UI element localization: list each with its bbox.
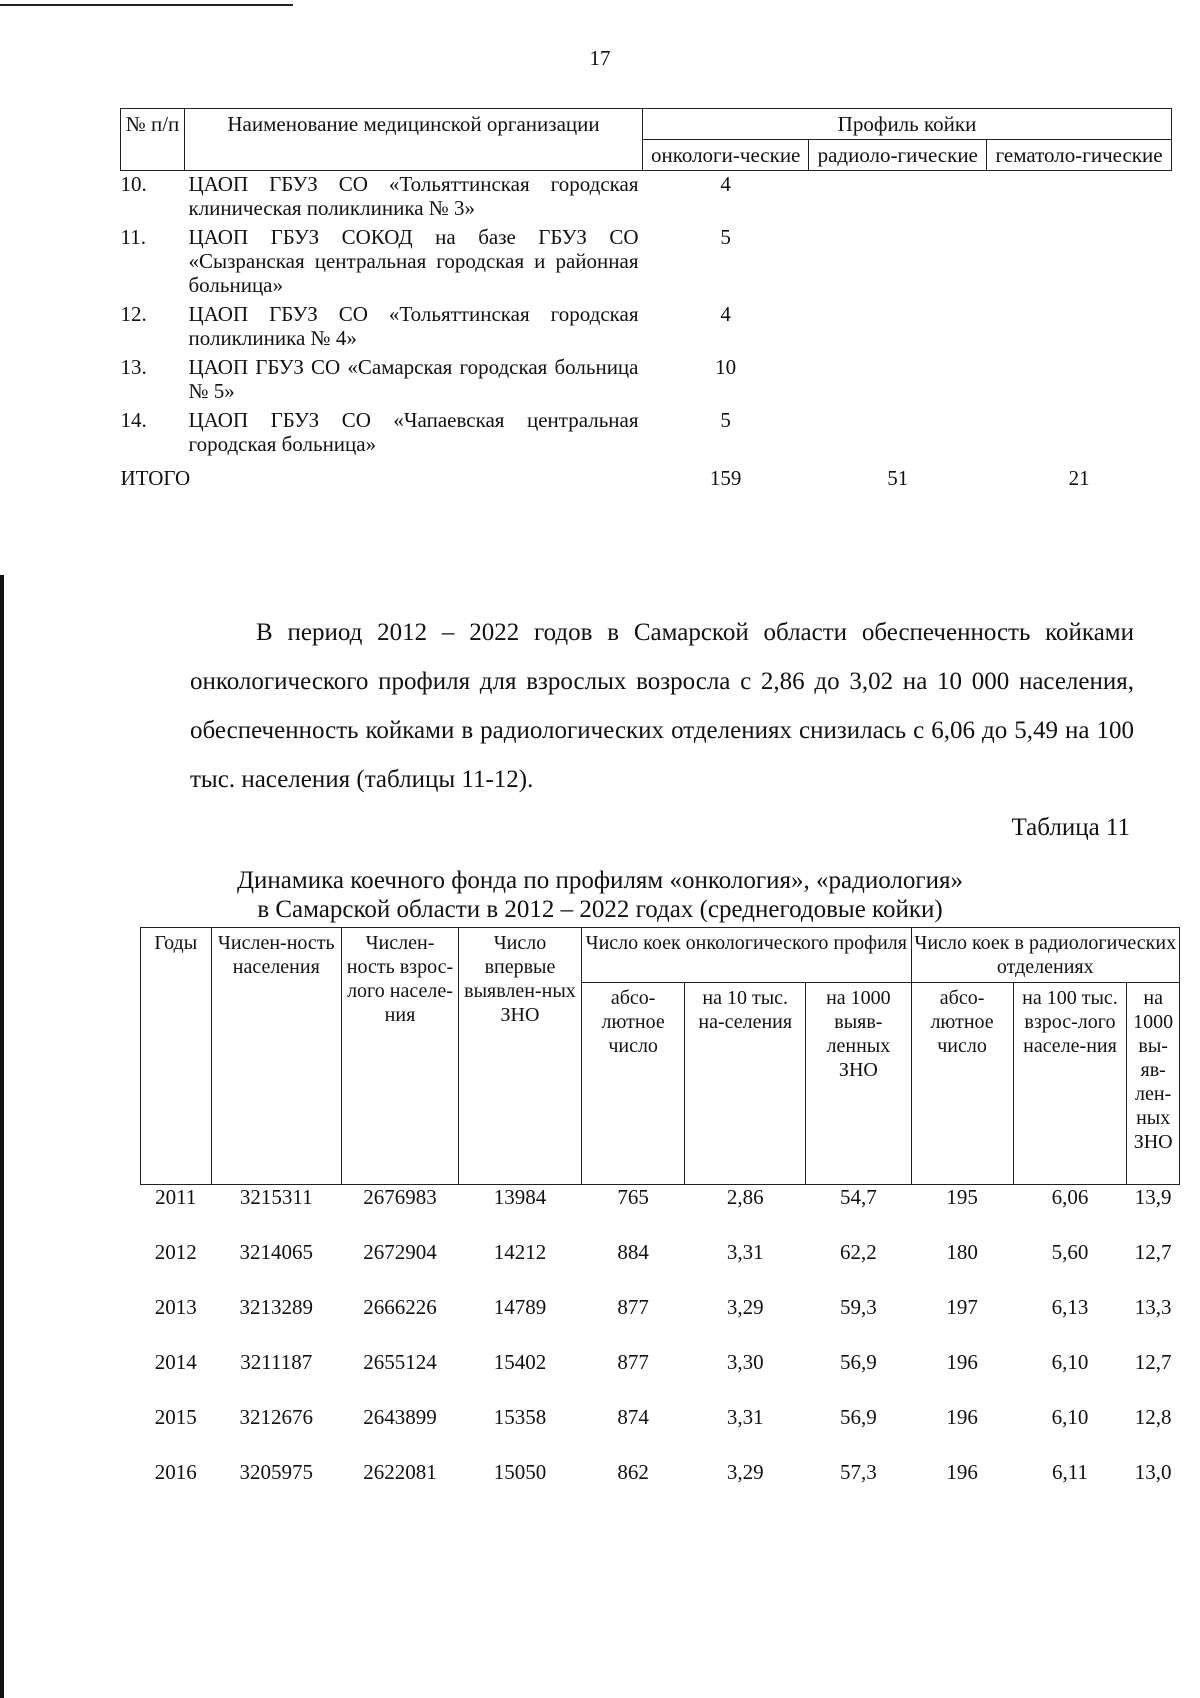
header-onco-per-10k: на 10 тыс. на-селения bbox=[685, 983, 806, 1185]
table-cell: 62,2 bbox=[840, 1240, 877, 1264]
table-cell: 3,29 bbox=[726, 1460, 764, 1484]
table-cell: 197 bbox=[946, 1295, 978, 1319]
row-num: 10. bbox=[120, 172, 147, 196]
org-name: ЦАОП ГБУЗ СО «Тольяттинская городская поликлиника № 4» bbox=[188, 302, 639, 350]
body-paragraph: В период 2012 – 2022 годов в Самарской области обеспеченность койками онкологического профиля для взрослых возросла с 2,86 до 3,02 на 10 000 населения, обеспеченность койками в радиологических отделениях снизилась с 6,06 до 5,49 на 100 тыс. населения (таблицы 11-12). bbox=[190, 619, 1134, 793]
table-cell: 12,7 bbox=[1134, 1350, 1172, 1374]
row-num: 14. bbox=[120, 408, 147, 432]
table-cell: 196 bbox=[946, 1405, 978, 1429]
table-cell: 15358 bbox=[493, 1405, 547, 1429]
header-onco: онкологи-ческие bbox=[643, 140, 809, 171]
table-cell: 2015 bbox=[154, 1405, 197, 1429]
bed-fund-dynamics-table bbox=[140, 927, 1180, 1515]
table-cell: 54,7 bbox=[840, 1185, 877, 1209]
total-hemato: 21 bbox=[1068, 466, 1090, 490]
table-cell: 14789 bbox=[493, 1295, 547, 1319]
table-cell: 3213289 bbox=[239, 1295, 314, 1319]
table-cell: 196 bbox=[946, 1460, 978, 1484]
table-row bbox=[141, 1295, 1180, 1350]
top-rule bbox=[0, 4, 293, 6]
row-num: 12. bbox=[120, 302, 147, 326]
table-cell: 3,31 bbox=[726, 1240, 764, 1264]
table-row bbox=[141, 1405, 1180, 1460]
table-cell: 3214065 bbox=[239, 1240, 314, 1264]
scan-edge-bar bbox=[0, 575, 4, 1698]
table-cell: 13,3 bbox=[1134, 1295, 1172, 1319]
row-num: 13. bbox=[120, 355, 147, 379]
table-cell: 13,9 bbox=[1134, 1185, 1172, 1209]
onco-beds: 5 bbox=[720, 408, 731, 432]
table-cell: 877 bbox=[617, 1350, 649, 1374]
onco-beds: 10 bbox=[715, 355, 737, 379]
table-cell: 15402 bbox=[493, 1350, 547, 1374]
table-cell: 56,9 bbox=[840, 1350, 877, 1374]
table-cell: 6,13 bbox=[1051, 1295, 1089, 1319]
table-cell: 15050 bbox=[493, 1460, 547, 1484]
table-cell: 3,29 bbox=[726, 1295, 764, 1319]
header-hemato: гематоло-гические bbox=[987, 140, 1172, 171]
table-cell: 3212676 bbox=[239, 1405, 314, 1429]
table-cell: 2016 bbox=[154, 1460, 197, 1484]
table-cell: 180 bbox=[946, 1240, 978, 1264]
total-radio: 51 bbox=[887, 466, 909, 490]
table-cell: 57,3 bbox=[840, 1460, 877, 1484]
total-label: ИТОГО bbox=[120, 466, 191, 490]
table-cell: 12,7 bbox=[1134, 1240, 1172, 1264]
table-cell: 12,8 bbox=[1134, 1405, 1172, 1429]
table-cell: 2013 bbox=[154, 1295, 197, 1319]
header-new-cases: Число впервые выявлен-ных ЗНО bbox=[458, 928, 581, 1185]
table-cell: 2643899 bbox=[363, 1405, 437, 1429]
table-row bbox=[121, 301, 1172, 354]
table-cell: 3,31 bbox=[726, 1405, 764, 1429]
table-cell: 884 bbox=[617, 1240, 649, 1264]
header-radio-per-1000: на 1000 вы-яв-лен-ных ЗНО bbox=[1127, 983, 1180, 1185]
table-cell: 2014 bbox=[154, 1350, 197, 1374]
table-cell: 6,11 bbox=[1051, 1460, 1088, 1484]
org-name: ЦАОП ГБУЗ СО «Тольяттинская городская клиническая поликлиника № 3» bbox=[188, 172, 639, 220]
bed-profile-table bbox=[120, 108, 1172, 494]
onco-beds: 4 bbox=[720, 172, 731, 196]
header-onco-per-1000: на 1000 выяв-ленных ЗНО bbox=[806, 983, 911, 1185]
header-radio-group: Число коек в радиологических отделениях bbox=[911, 928, 1179, 983]
table-cell: 14212 bbox=[493, 1240, 547, 1264]
table-cell: 2622081 bbox=[363, 1460, 437, 1484]
table-cell: 2666226 bbox=[363, 1295, 437, 1319]
table-cell: 3,30 bbox=[726, 1350, 764, 1374]
onco-beds: 5 bbox=[720, 225, 731, 249]
table-cell: 2012 bbox=[154, 1240, 197, 1264]
table-caption bbox=[140, 866, 1060, 924]
table-cell: 195 bbox=[946, 1185, 978, 1209]
table-cell: 2676983 bbox=[363, 1185, 437, 1209]
table-row bbox=[141, 1460, 1180, 1515]
table-cell: 6,10 bbox=[1051, 1350, 1089, 1374]
table-cell: 877 bbox=[617, 1295, 649, 1319]
header-radio-absolute: абсо-лютное число bbox=[911, 983, 1013, 1185]
page-number: 17 bbox=[589, 46, 611, 70]
total-onco: 159 bbox=[709, 466, 742, 490]
table-row bbox=[121, 354, 1172, 407]
table-row bbox=[141, 1240, 1180, 1295]
table-row bbox=[121, 224, 1172, 301]
org-name: ЦАОП ГБУЗ СОКОД на базе ГБУЗ СО «Сызранская центральная городская и районная больница» bbox=[188, 225, 639, 297]
table-row bbox=[121, 407, 1172, 460]
table-row bbox=[141, 1185, 1180, 1241]
header-adult-population: Числен-ность взрос-лого населе-ния bbox=[342, 928, 459, 1185]
header-radio-per-100k: на 100 тыс. взрос-лого населе-ния bbox=[1013, 983, 1127, 1185]
row-num: 11. bbox=[120, 225, 146, 249]
table-cell: 13984 bbox=[493, 1185, 547, 1209]
table-cell: 2011 bbox=[155, 1185, 197, 1209]
header-population: Числен-ность населения bbox=[211, 928, 342, 1185]
total-row bbox=[121, 460, 1172, 494]
table-cell: 13,0 bbox=[1134, 1460, 1172, 1484]
table-cell: 6,10 bbox=[1051, 1405, 1089, 1429]
table-cell: 3211187 bbox=[240, 1350, 313, 1374]
caption-line-2: в Самарской области в 2012 – 2022 годах (среднегодовые койки) bbox=[257, 896, 943, 923]
header-years: Годы bbox=[141, 928, 212, 1185]
table-body bbox=[141, 1185, 1180, 1516]
table-cell: 765 bbox=[617, 1185, 649, 1209]
table-row bbox=[121, 171, 1172, 225]
org-name: ЦАОП ГБУЗ СО «Чапаевская центральная городская больница» bbox=[188, 408, 639, 456]
table-cell: 3205975 bbox=[239, 1460, 314, 1484]
org-name: ЦАОП ГБУЗ СО «Самарская городская больница № 5» bbox=[188, 355, 639, 403]
table-cell: 2672904 bbox=[363, 1240, 437, 1264]
onco-beds: 4 bbox=[720, 302, 731, 326]
table-row bbox=[141, 1350, 1180, 1405]
header-onco-absolute: абсо-лютное число bbox=[582, 983, 685, 1185]
table-cell: 6,06 bbox=[1051, 1185, 1089, 1209]
table-cell: 2,86 bbox=[726, 1185, 764, 1209]
header-num: № п/п bbox=[121, 109, 185, 171]
header-bed-profile: Профиль койки bbox=[643, 109, 1172, 140]
header-org-name: Наименование медицинской организации bbox=[185, 109, 643, 171]
table-cell: 5,60 bbox=[1051, 1240, 1089, 1264]
header-radio: радиоло-гические bbox=[809, 140, 987, 171]
header-onco-group: Число коек онкологического профиля bbox=[582, 928, 911, 983]
table-label: Таблица 11 bbox=[1011, 814, 1130, 841]
table-cell: 862 bbox=[617, 1460, 649, 1484]
table-cell: 196 bbox=[946, 1350, 978, 1374]
table-cell: 2655124 bbox=[363, 1350, 437, 1374]
table-cell: 3215311 bbox=[239, 1185, 313, 1209]
caption-line-1: Динамика коечного фонда по профилям «онкология», «радиология» bbox=[237, 867, 963, 894]
table-cell: 56,9 bbox=[840, 1405, 877, 1429]
table-cell: 59,3 bbox=[840, 1295, 877, 1319]
table-cell: 874 bbox=[617, 1405, 649, 1429]
